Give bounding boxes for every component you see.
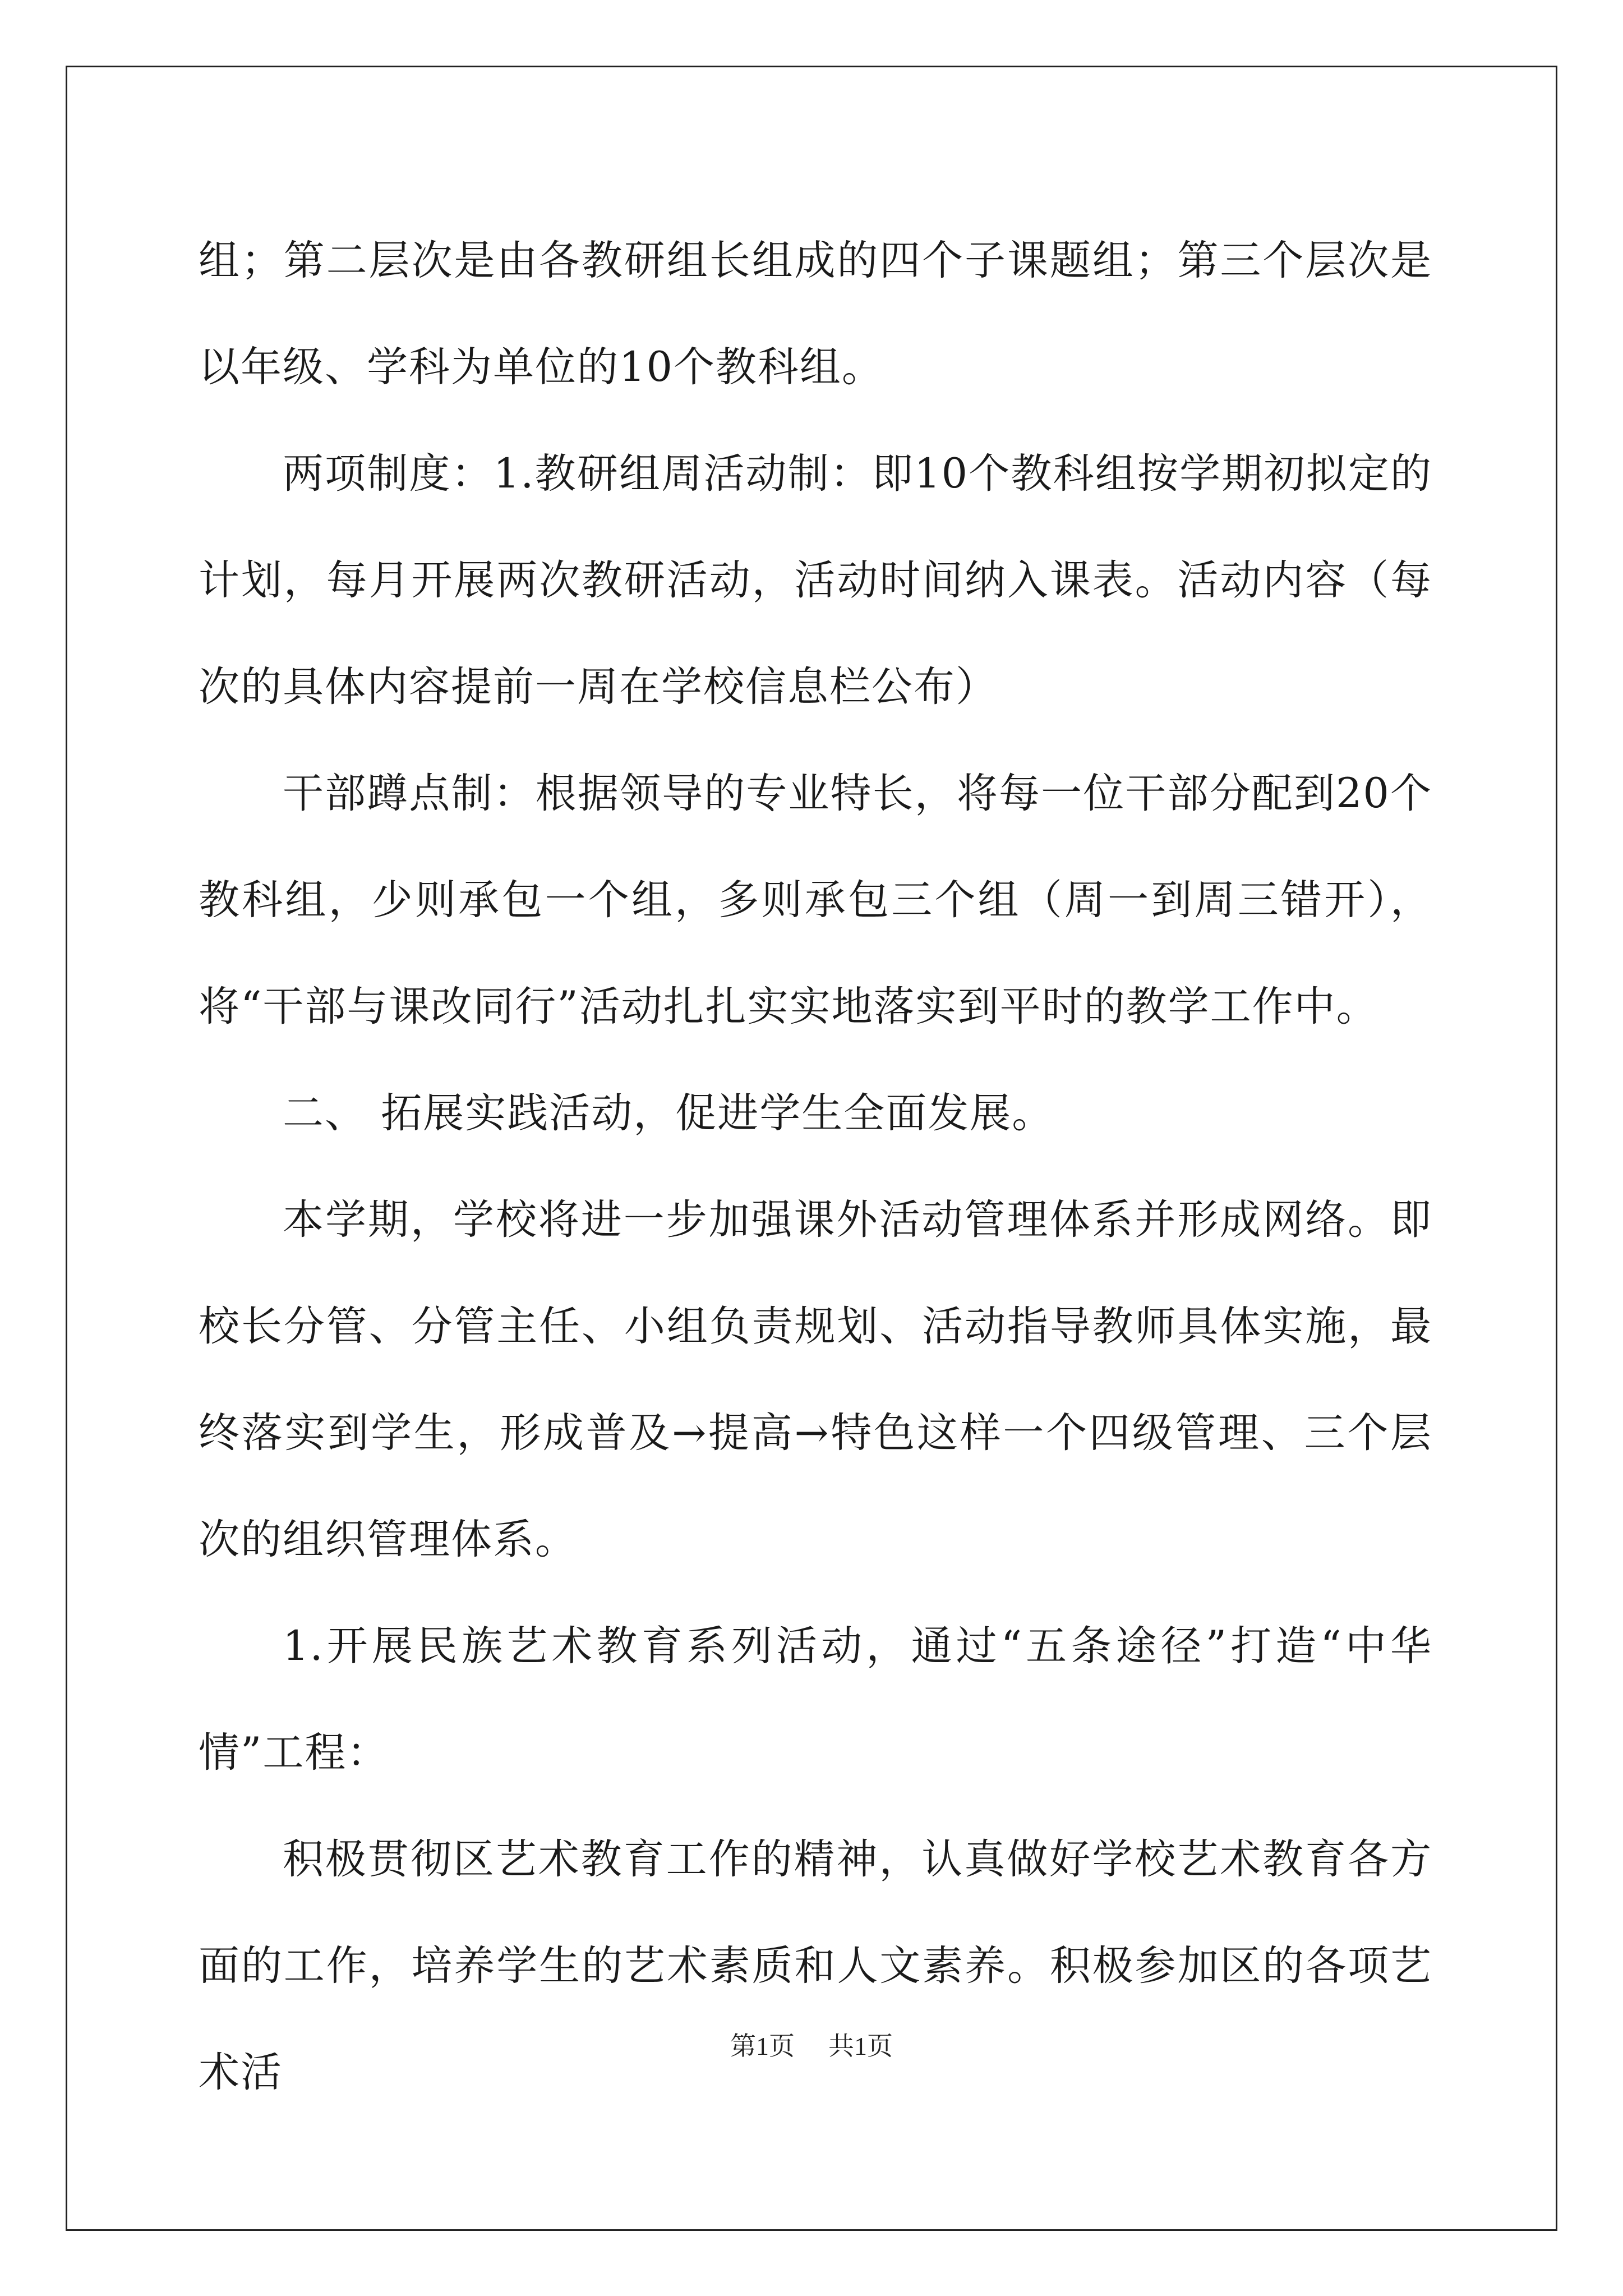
page-number: 第1页 bbox=[730, 2032, 795, 2060]
paragraph: 积极贯彻区艺术教育工作的精神，认真做好学校艺术教育各方面的工作，培养学生的艺术素质和人文素养。积极参加区的各项艺术活 bbox=[199, 1835, 1432, 2096]
paragraph: 干部蹲点制：根据领导的专业特长，将每一位干部分配到20个教科组，少则承包一个组，多则承包三个组（周一到周三错开），将“干部与课改同行”活动扎扎实实地落实到平时的教学工作中。 bbox=[199, 770, 1432, 1030]
document-body bbox=[199, 208, 1432, 2126]
page-total: 共1页 bbox=[828, 2032, 893, 2060]
paragraph: 1.开展民族艺术教育系列活动，通过“五条途径”打造“中华情”工程： bbox=[199, 1622, 1432, 1777]
paragraph: 组；第二层次是由各教研组长组成的四个子课题组；第三个层次是以年级、学科为单位的10个教科组。 bbox=[199, 237, 1432, 391]
paragraph: 两项制度：1.教研组周活动制：即10个教科组按学期初拟定的计划，每月开展两次教研活动，活动时间纳入课表。活动内容（每次的具体内容提前一周在学校信息栏公布） bbox=[199, 450, 1432, 711]
page-footer bbox=[0, 2030, 1623, 2063]
paragraph: 本学期，学校将进一步加强课外活动管理体系并形成网络。即校长分管、分管主任、小组负责规划、活动指导教师具体实施，最终落实到学生，形成普及→提高→特色这样一个四级管理、三个层次的组织管理体系。 bbox=[199, 1196, 1432, 1563]
section-heading: 二、 拓展实践活动，促进学生全面发展。 bbox=[283, 1089, 1054, 1137]
